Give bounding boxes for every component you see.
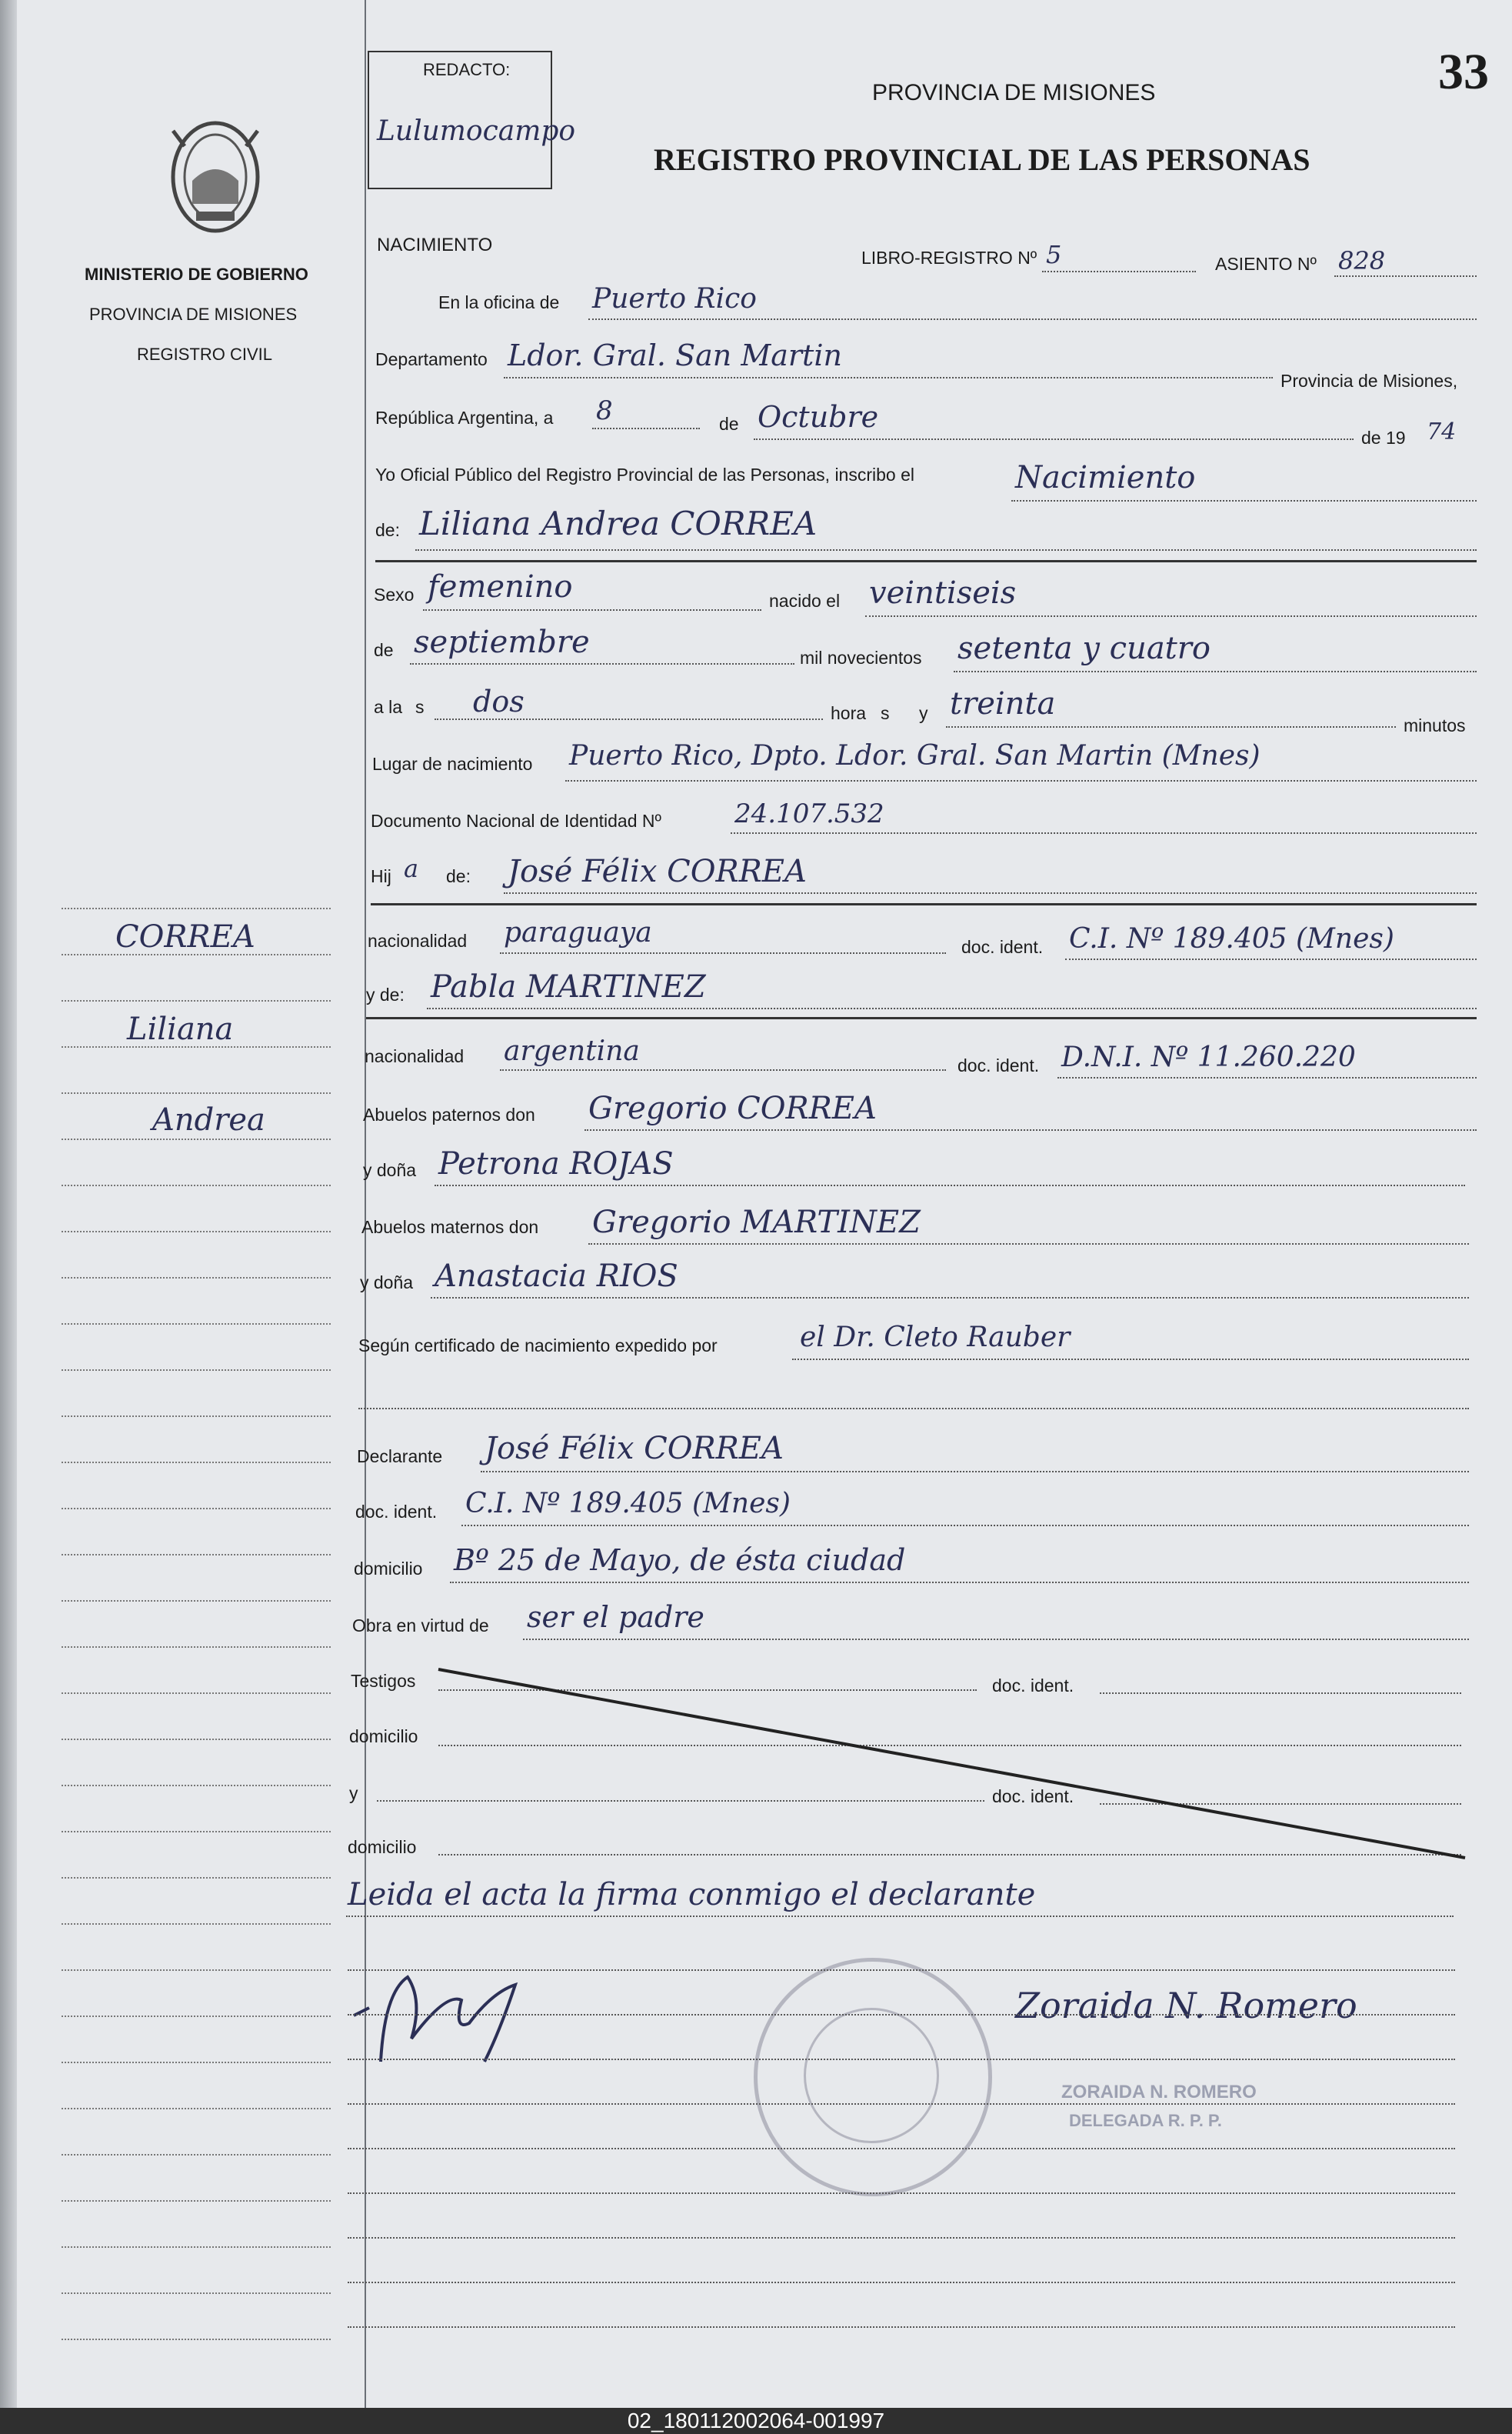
- blank-dotted-line: [348, 2059, 1455, 2060]
- margin-dotted-line: [62, 1554, 331, 1555]
- ministry-title: MINISTERIO DE GOBIERNO: [85, 265, 308, 284]
- margin-dotted-line: [62, 1369, 331, 1371]
- y-label: y: [919, 703, 928, 723]
- margin-dotted-line: [62, 2108, 331, 2109]
- book-binding: [0, 0, 17, 2408]
- madre-value: Pabla MARTINEZ: [431, 969, 706, 1005]
- month-dots: [754, 438, 1354, 440]
- madre-rule: [366, 1017, 1477, 1019]
- header-title: REGISTRO PROVINCIAL DE LAS PERSONAS: [654, 142, 1311, 177]
- dni-value: 24.107.532: [734, 799, 884, 829]
- mes-dots: [410, 663, 794, 665]
- blank-dotted-line: [348, 2103, 1455, 2105]
- margin-dotted-line: [62, 1785, 331, 1786]
- margin-dotted-line: [62, 2339, 331, 2340]
- nacido-dots: [865, 615, 1477, 617]
- minutos-value: treinta: [950, 686, 1056, 722]
- abuela-mat-dots: [431, 1297, 1469, 1299]
- ydona-pat-label: y doña: [363, 1160, 417, 1180]
- padre-doc-value: C.I. Nº 189.405 (Mnes): [1069, 923, 1394, 955]
- margin-dotted-line: [62, 1831, 331, 1832]
- margin-dotted-line: [62, 908, 331, 909]
- obra-dots: [523, 1639, 1469, 1640]
- year-prefix: de 19: [1361, 428, 1406, 448]
- ala-label: a la: [374, 697, 403, 717]
- libro-value: 5: [1046, 240, 1062, 269]
- obra-value: ser el padre: [527, 1600, 704, 1634]
- redacto-label: REDACTO:: [423, 60, 511, 79]
- abuelo-pat-value: Gregorio CORREA: [588, 1091, 877, 1126]
- margin-dotted-line: [62, 1231, 331, 1232]
- madre-doc-value: D.N.I. Nº 11.260.220: [1061, 1042, 1356, 1073]
- republica-label: República Argentina, a: [375, 408, 554, 428]
- declarante-label: Declarante: [357, 1446, 443, 1466]
- lugar-value: Puerto Rico, Dpto. Ldor. Gral. San Martin (Mnes): [569, 740, 1261, 772]
- nombre-label: de:: [375, 520, 400, 540]
- de-mes-label: de: [374, 640, 394, 660]
- oficina-dots: [588, 318, 1477, 320]
- margin-dotted-line: [62, 2154, 331, 2156]
- testigos-label: Testigos: [351, 1671, 416, 1691]
- nombre-value: Liliana Andrea CORREA: [419, 505, 818, 542]
- month-value: Octubre: [758, 400, 879, 434]
- day-value: 8: [596, 395, 613, 426]
- departamento-label: Departamento: [375, 349, 488, 369]
- segun-label: Según certificado de nacimiento expedido por: [358, 1335, 718, 1355]
- coat-of-arms-icon: [154, 115, 277, 246]
- test-doc-label: doc. ident.: [992, 1675, 1074, 1695]
- madre-nac-value: argentina: [504, 1035, 640, 1067]
- margin-dotted-line: [62, 1692, 331, 1694]
- asiento-value: 828: [1338, 246, 1386, 275]
- day-dots: [592, 428, 700, 429]
- test-y-label: y: [349, 1783, 358, 1803]
- year-value: 74: [1427, 418, 1457, 445]
- de-label: de: [719, 414, 739, 434]
- margin-dotted-line: [62, 1277, 331, 1279]
- margin-dotted-line: [62, 2016, 331, 2017]
- leida-dots: [346, 1916, 1454, 1917]
- margin-dotted-line: [62, 1646, 331, 1648]
- abuelos-pat-label: Abuelos paternos don: [363, 1105, 535, 1125]
- section-rule: [375, 560, 1477, 562]
- madre-nac-dots: [500, 1069, 946, 1071]
- margin-second-name: Andrea: [152, 1102, 265, 1138]
- oficial-signature: Zoraida N. Romero: [1015, 1985, 1357, 2026]
- blank-dotted-line: [348, 1969, 1455, 1971]
- padre-doc-dots: [1065, 959, 1477, 960]
- lugar-dots: [565, 780, 1477, 782]
- nombre-dots: [415, 549, 1477, 551]
- madre-dots: [427, 1008, 1477, 1009]
- oficial-stamp-line2: DELEGADA R. P. P.: [1069, 2111, 1222, 2130]
- blank-dotted-line: [348, 2326, 1455, 2328]
- mil-value: setenta y cuatro: [957, 631, 1211, 666]
- margin-dotted-line: [62, 1139, 331, 1140]
- test-dom2-label: domicilio: [348, 1837, 417, 1857]
- margin-dotted-line: [62, 1462, 331, 1463]
- padre-nac-value: paraguaya: [504, 917, 652, 949]
- blank-dotted-line: [348, 2282, 1455, 2283]
- departamento-dots: [504, 377, 1273, 378]
- margin-dotted-line: [62, 1415, 331, 1417]
- page-number: 33: [1438, 44, 1489, 100]
- testigos-cancel-line: [346, 1662, 1469, 1862]
- mil-dots: [954, 671, 1477, 672]
- mil-label: mil novecientos: [800, 648, 922, 668]
- padre-nac-dots: [500, 952, 946, 954]
- decl-doc-value: C.I. Nº 189.405 (Mnes): [465, 1488, 791, 1519]
- abuelo-mat-dots: [588, 1243, 1469, 1245]
- minutos-dots: [946, 726, 1396, 728]
- sexo-dots: [423, 609, 761, 611]
- oficina-value: Puerto Rico: [592, 283, 757, 315]
- horas-suffix: s: [881, 703, 890, 723]
- horas-label: hora: [831, 703, 867, 723]
- margin-dotted-line: [62, 2246, 331, 2248]
- footer-id: 02_180112002064-001997: [0, 2408, 1512, 2434]
- hij-value: a: [404, 854, 419, 883]
- horas-value: dos: [473, 685, 525, 719]
- padre-doc-label: doc. ident.: [961, 937, 1044, 957]
- sexo-label: Sexo: [374, 585, 415, 605]
- nacido-value: veintiseis: [869, 575, 1017, 611]
- nacido-label: nacido el: [769, 591, 841, 611]
- decl-doc-label: doc. ident.: [355, 1502, 438, 1522]
- libro-dots: [1042, 271, 1196, 272]
- margin-first-name: Liliana: [127, 1012, 234, 1047]
- declarante-signature-icon: [338, 1946, 554, 2085]
- declarante-dots: [481, 1471, 1469, 1472]
- sexo-value: femenino: [428, 569, 573, 605]
- hij-de-label: de:: [446, 866, 471, 886]
- margin-dotted-line: [62, 2292, 331, 2294]
- padre-nac-label: nacionalidad: [368, 931, 468, 951]
- segun-dots: [792, 1359, 1469, 1360]
- oficina-label: En la oficina de: [438, 292, 560, 312]
- margin-dotted-line: [62, 1739, 331, 1740]
- madre-nac-label: nacionalidad: [365, 1046, 465, 1066]
- domicilio-label: domicilio: [354, 1559, 423, 1579]
- margin-dotted-line: [62, 2200, 331, 2202]
- abuelo-pat-dots: [584, 1129, 1477, 1131]
- mes-value: septiembre: [414, 625, 590, 660]
- margin-dotted-line: [62, 1185, 331, 1186]
- header-province: PROVINCIA DE MISIONES: [872, 80, 1156, 105]
- asiento-dots: [1334, 275, 1477, 277]
- abuelo-mat-value: Gregorio MARTINEZ: [592, 1205, 921, 1240]
- decl-doc-dots: [461, 1525, 1469, 1526]
- domicilio-value: Bº 25 de Mayo, de ésta ciudad: [454, 1543, 906, 1577]
- lugar-label: Lugar de nacimiento: [372, 754, 533, 774]
- hij-label: Hij: [371, 866, 391, 886]
- abuelos-mat-label: Abuelos maternos don: [361, 1217, 539, 1237]
- domicilio-dots: [450, 1582, 1469, 1583]
- departamento-value: Ldor. Gral. San Martin: [508, 338, 842, 372]
- yde-label: y de:: [366, 985, 405, 1005]
- segun-dots-2: [358, 1408, 1469, 1409]
- padre-value: José Félix CORREA: [508, 854, 807, 889]
- oficial-stamp-line1: ZORAIDA N. ROMERO: [1061, 2082, 1257, 2102]
- libro-label: LIBRO-REGISTRO Nº: [861, 248, 1037, 268]
- margin-dotted-line: [62, 1000, 331, 1002]
- madre-doc-label: doc. ident.: [957, 1055, 1040, 1075]
- margin-surname: CORREA: [115, 919, 255, 955]
- blank-dotted-line: [348, 2192, 1455, 2194]
- yo-oficial-text: Yo Oficial Público del Registro Provincial de las Personas, inscribo el: [375, 465, 914, 485]
- blank-dotted-line: [348, 2237, 1455, 2239]
- abuela-pat-dots: [435, 1185, 1465, 1186]
- minutos-label: minutos: [1404, 715, 1466, 735]
- dni-dots: [731, 832, 1477, 834]
- margin-dotted-line: [62, 1923, 331, 1925]
- margin-dotted-line: [62, 2062, 331, 2063]
- margin-dotted-line: [62, 1092, 331, 1094]
- asiento-label: ASIENTO Nº: [1215, 254, 1317, 274]
- ministry-registro: REGISTRO CIVIL: [137, 345, 273, 364]
- segun-value: el Dr. Cleto Rauber: [800, 1322, 1071, 1353]
- obra-label: Obra en virtud de: [352, 1615, 489, 1635]
- blank-dotted-line: [348, 2014, 1455, 2016]
- abuela-mat-value: Anastacia RIOS: [435, 1259, 678, 1294]
- margin-dotted-line: [62, 1600, 331, 1602]
- test-doc2-label: doc. ident.: [992, 1786, 1074, 1806]
- dni-label: Documento Nacional de Identidad Nº: [371, 811, 661, 831]
- margin-dotted-line: [62, 1323, 331, 1325]
- provincia-suffix: Provincia de Misiones,: [1281, 371, 1458, 391]
- redacto-signature: Lulumocampo: [377, 115, 576, 147]
- abuela-pat-value: Petrona ROJAS: [438, 1146, 674, 1182]
- ministry-province: PROVINCIA DE MISIONES: [89, 305, 298, 324]
- inscribo-dots: [1011, 500, 1477, 502]
- declarante-value: José Félix CORREA: [485, 1431, 784, 1466]
- official-seal-inner: [804, 2008, 939, 2143]
- ydona-mat-label: y doña: [360, 1272, 414, 1292]
- margin-dotted-line: [62, 1508, 331, 1509]
- margin-dotted-line: [62, 1877, 331, 1879]
- test-dom-label: domicilio: [349, 1726, 418, 1746]
- horas-dots: [435, 719, 823, 720]
- leida-value: Leida el acta la firma conmigo el declarante: [348, 1877, 1036, 1912]
- madre-doc-dots: [1057, 1077, 1477, 1079]
- margin-dotted-line: [62, 1969, 331, 1971]
- padre-dots: [504, 892, 1477, 894]
- ala-suffix: s: [415, 697, 425, 717]
- padre-rule: [371, 903, 1477, 905]
- blank-dotted-line: [348, 2148, 1455, 2149]
- inscribo-value: Nacimiento: [1015, 460, 1196, 495]
- record-type-label: NACIMIENTO: [377, 235, 493, 255]
